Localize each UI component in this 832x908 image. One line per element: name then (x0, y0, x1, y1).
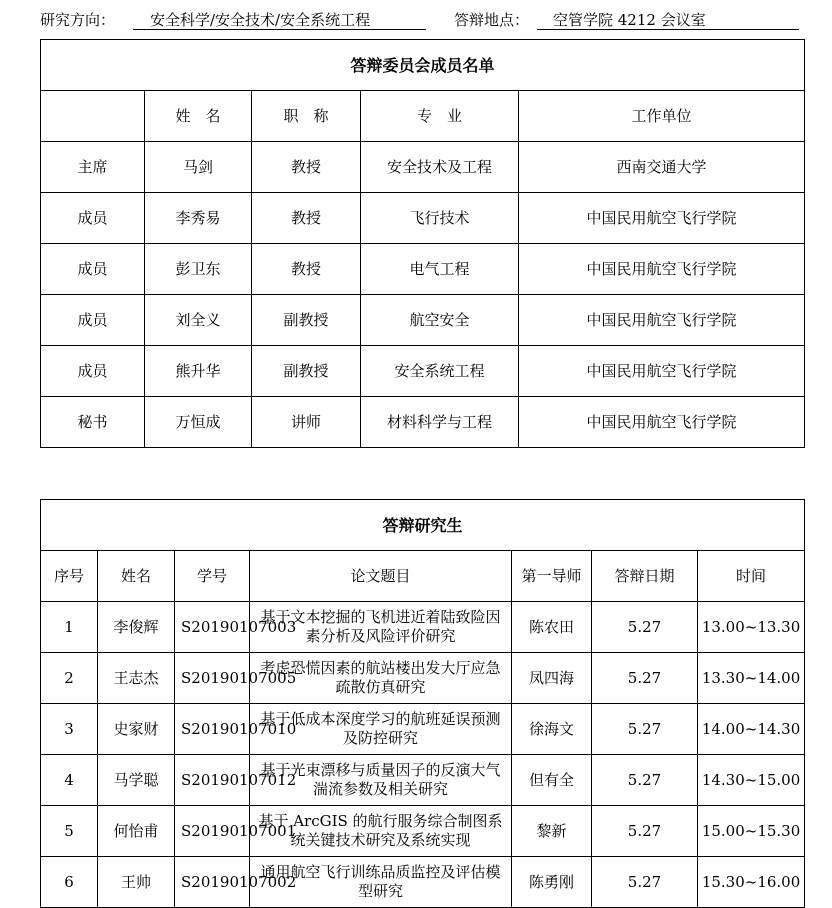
students-header-name: 姓名 (98, 551, 175, 602)
students-cell-id: S20190107001 (175, 806, 250, 857)
committee-cell-name: 李秀易 (145, 193, 252, 244)
students-cell-advisor: 凤四海 (512, 653, 592, 704)
students-cell-index: 5 (41, 806, 98, 857)
committee-cell-role: 主席 (41, 142, 145, 193)
committee-cell-name: 马剑 (145, 142, 252, 193)
students-cell-time: 15.00~15.30 (698, 806, 805, 857)
committee-cell-rank: 教授 (252, 193, 361, 244)
students-cell-thesis: 基于低成本深度学习的航班延误预测及防控研究 (250, 704, 512, 755)
committee-cell-role: 成员 (41, 295, 145, 346)
committee-row (41, 142, 805, 193)
committee-cell-major: 安全系统工程 (361, 346, 519, 397)
committee-cell-unit: 中国民用航空飞行学院 (519, 193, 805, 244)
students-cell-id: S20190107003 (175, 602, 250, 653)
students-cell-advisor: 徐海文 (512, 704, 592, 755)
committee-cell-major: 材料科学与工程 (361, 397, 519, 448)
students-table (40, 499, 805, 908)
committee-table (40, 39, 805, 448)
direction-label: 研究方向： (40, 11, 116, 29)
students-header-thesis: 论文题目 (250, 551, 512, 602)
committee-cell-unit: 中国民用航空飞行学院 (519, 346, 805, 397)
students-cell-thesis: 基于文本挖掘的飞机进近着陆致险因素分析及风险评价研究 (250, 602, 512, 653)
committee-row (41, 295, 805, 346)
students-cell-index: 1 (41, 602, 98, 653)
students-header-index: 序号 (41, 551, 98, 602)
students-cell-name: 马学聪 (98, 755, 175, 806)
students-cell-thesis: 考虑恐慌因素的航站楼出发大厅应急疏散仿真研究 (250, 653, 512, 704)
committee-cell-rank: 教授 (252, 244, 361, 295)
students-cell-id: S20190107002 (175, 857, 250, 908)
students-cell-index: 2 (41, 653, 98, 704)
student-row (41, 602, 805, 653)
direction-value: 安全科学/安全技术/安全系统工程 (133, 9, 426, 30)
committee-cell-unit: 西南交通大学 (519, 142, 805, 193)
students-cell-date: 5.27 (592, 653, 698, 704)
committee-cell-major: 电气工程 (361, 244, 519, 295)
committee-cell-major: 飞行技术 (361, 193, 519, 244)
students-cell-id: S20190107005 (175, 653, 250, 704)
students-cell-time: 13.00~13.30 (698, 602, 805, 653)
students-cell-date: 5.27 (592, 806, 698, 857)
students-header-date: 答辩日期 (592, 551, 698, 602)
committee-cell-unit: 中国民用航空飞行学院 (519, 295, 805, 346)
students-cell-id: S20190107012 (175, 755, 250, 806)
committee-cell-major: 航空安全 (361, 295, 519, 346)
student-row (41, 806, 805, 857)
committee-cell-unit: 中国民用航空飞行学院 (519, 244, 805, 295)
students-cell-name: 史家财 (98, 704, 175, 755)
students-cell-time: 13.30~14.00 (698, 653, 805, 704)
student-row (41, 704, 805, 755)
student-row (41, 857, 805, 908)
students-header-advisor: 第一导师 (512, 551, 592, 602)
students-cell-thesis: 基于光束漂移与质量因子的反演大气湍流参数及相关研究 (250, 755, 512, 806)
students-cell-name: 王帅 (98, 857, 175, 908)
students-title: 答辩研究生 (41, 500, 805, 551)
committee-cell-role: 成员 (41, 244, 145, 295)
location-value: 空管学院 4212 会议室 (537, 9, 799, 30)
committee-cell-name: 刘全义 (145, 295, 252, 346)
students-cell-thesis: 通用航空飞行训练品质监控及评估模型研究 (250, 857, 512, 908)
students-cell-time: 14.30~15.00 (698, 755, 805, 806)
students-cell-advisor: 陈农田 (512, 602, 592, 653)
committee-cell-unit: 中国民用航空飞行学院 (519, 397, 805, 448)
students-cell-date: 5.27 (592, 602, 698, 653)
committee-header-name: 姓 名 (145, 91, 252, 142)
committee-header-unit: 工作单位 (519, 91, 805, 142)
committee-row (41, 346, 805, 397)
committee-row (41, 244, 805, 295)
location-label: 答辩地点： (454, 11, 530, 29)
students-cell-time: 14.00~14.30 (698, 704, 805, 755)
students-cell-name: 王志杰 (98, 653, 175, 704)
committee-row (41, 397, 805, 448)
students-cell-name: 李俊辉 (98, 602, 175, 653)
committee-cell-name: 万恒成 (145, 397, 252, 448)
students-cell-index: 3 (41, 704, 98, 755)
students-cell-date: 5.27 (592, 704, 698, 755)
committee-header-rank: 职 称 (252, 91, 361, 142)
students-cell-id: S20190107010 (175, 704, 250, 755)
students-cell-index: 4 (41, 755, 98, 806)
students-cell-advisor: 陈勇刚 (512, 857, 592, 908)
committee-cell-major: 安全技术及工程 (361, 142, 519, 193)
student-row (41, 755, 805, 806)
committee-cell-name: 彭卫东 (145, 244, 252, 295)
students-cell-advisor: 黎新 (512, 806, 592, 857)
committee-cell-rank: 教授 (252, 142, 361, 193)
committee-cell-rank: 副教授 (252, 295, 361, 346)
student-row (41, 653, 805, 704)
committee-cell-name: 熊升华 (145, 346, 252, 397)
students-cell-date: 5.27 (592, 755, 698, 806)
committee-cell-rank: 讲师 (252, 397, 361, 448)
committee-header-row (41, 91, 805, 142)
students-cell-time: 15.30~16.00 (698, 857, 805, 908)
committee-cell-role: 秘书 (41, 397, 145, 448)
committee-cell-role: 成员 (41, 193, 145, 244)
students-header-time: 时间 (698, 551, 805, 602)
students-header-id: 学号 (175, 551, 250, 602)
committee-title: 答辩委员会成员名单 (41, 40, 805, 91)
header-line (40, 9, 800, 31)
students-cell-advisor: 但有全 (512, 755, 592, 806)
students-cell-name: 何怡甫 (98, 806, 175, 857)
students-cell-date: 5.27 (592, 857, 698, 908)
students-cell-index: 6 (41, 857, 98, 908)
committee-header-role (41, 91, 145, 142)
students-cell-thesis: 基于 ArcGIS 的航行服务综合制图系统关键技术研究及系统实现 (250, 806, 512, 857)
committee-cell-role: 成员 (41, 346, 145, 397)
committee-cell-rank: 副教授 (252, 346, 361, 397)
committee-row (41, 193, 805, 244)
students-header-row (41, 551, 805, 602)
committee-header-major: 专 业 (361, 91, 519, 142)
